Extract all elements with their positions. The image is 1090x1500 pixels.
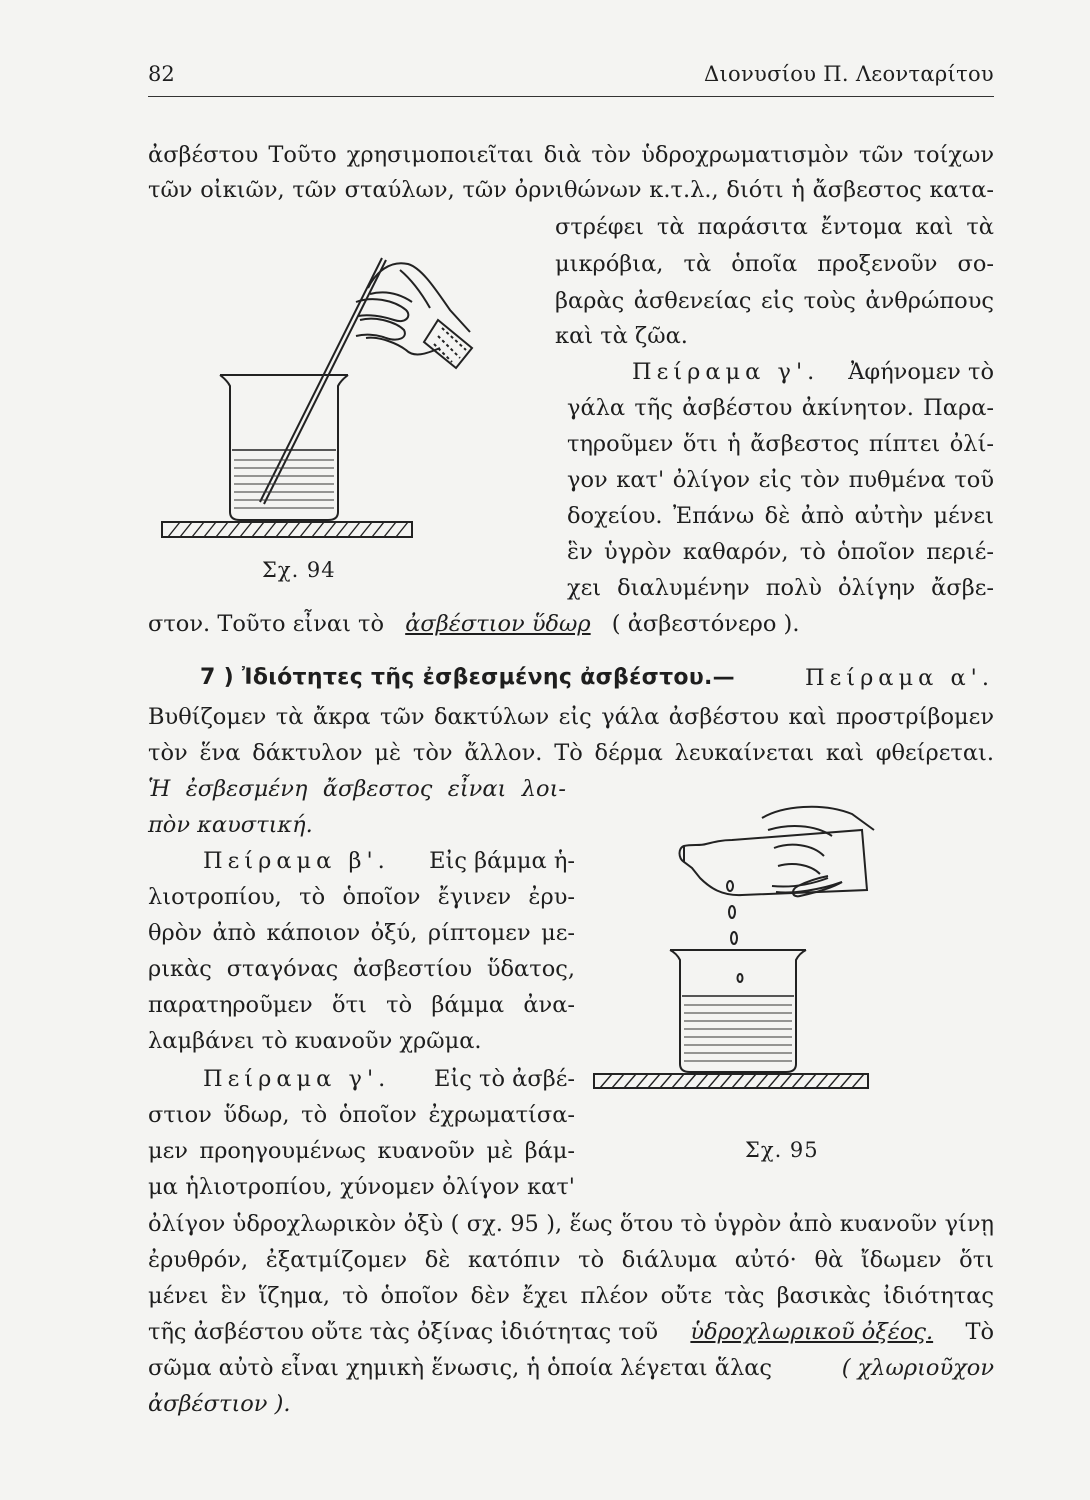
section-7-line-5: πὸν καυστική.	[148, 812, 313, 838]
figure-95-illustration	[592, 800, 872, 1100]
term-ydrochloric-acid: ὑδροχλωρικοῦ ὀξέος.	[690, 1319, 934, 1345]
peirama-g2-line-8-b: Τὸ	[965, 1319, 994, 1345]
page-number: 82	[148, 62, 175, 86]
peirama-g2-line-8	[148, 1317, 994, 1347]
peirama-g1-line-2: γάλα τῆς ἀσβέστου ἀκίνητον. Παρα-	[567, 395, 994, 421]
peirama-b-line-5: παρατηροῦμεν ὅτι τὸ βάμμα ἀνα-	[148, 992, 575, 1018]
peirama-g1-line-6: ἓν ὑγρὸν καθαρόν, τὸ ὁποῖον περιέ-	[567, 539, 994, 565]
peirama-b-line-1	[203, 846, 575, 876]
peirama-g2-line-4: μα ἡλιοτροπίου, χύνομεν ὀλίγον κατ'	[148, 1174, 575, 1200]
running-head: Διονυσίου Π. Λεονταρίτου	[704, 62, 994, 86]
peirama-g2-line-1-text: Εἰς τὸ ἀσβέ-	[434, 1066, 575, 1092]
peirama-g1-line-1-text: Ἀφήνομεν τὸ	[848, 359, 994, 385]
section-7-line-2: Βυθίζομεν τὰ ἄκρα τῶν δακτύλων εἰς γάλα ἀσβέστου καὶ προστρίβομεν	[148, 704, 994, 730]
intro-line-4: μικρόβια, τὰ ὁποῖα προξενοῦν σο-	[555, 251, 994, 277]
peirama-g2-line-7: μένει ἓν ἵζημα, τὸ ὁποῖον δὲν ἔχει πλέον οὔτε τὰς βασικὰς ἰδιότητας	[148, 1283, 994, 1309]
intro-line-2: τῶν οἰκιῶν, τῶν σταύλων, τῶν ὀρνιθώνων κ.τ.λ., διότι ἡ ἄσβεστος κατα-	[148, 177, 994, 203]
section-7-heading-line	[200, 663, 994, 693]
section-7-line-4: Ἡ ἐσβεσμένη ἄσβεστος εἶναι λοι-	[148, 776, 566, 802]
figure-94-illustration	[150, 250, 425, 550]
peirama-b-line-4: ρικὰς σταγόνας ἀσβεστίου ὕδατος,	[148, 956, 575, 982]
section-7-heading: 7 ) Ἰδιότητες τῆς ἐσβεσμένης ἀσβέστου.—	[200, 665, 735, 690]
peirama-g1-line-7: χει διαλυμένην πολὺ ὀλίγην ἄσβε-	[567, 575, 994, 601]
peirama-g1-line-4: γον κατ' ὀλίγον εἰς τὸν πυθμένα τοῦ	[567, 467, 994, 493]
figure-95-caption: Σχ. 95	[745, 1138, 819, 1162]
intro-line-6: καὶ τὰ ζῶα.	[555, 323, 688, 349]
section-7-peirama-label: Πείραμα α'.	[804, 665, 994, 691]
page-header	[148, 62, 994, 97]
peirama-g1-line-8	[148, 609, 800, 639]
intro-line-5: βαρὰς ἀσθενείας εἰς τοὺς ἀνθρώπους	[555, 288, 994, 314]
peirama-g2-line-2: στιον ὕδωρ, τὸ ὁποῖον ἐχρωματίσα-	[148, 1102, 575, 1128]
peirama-b-label: Πείραμα β'.	[203, 848, 390, 874]
term-calcium-chloride: ( χλωριοῦχον	[841, 1355, 994, 1381]
peirama-g2-line-5: ὀλίγον ὑδροχλωρικὸν ὀξὺ ( σχ. 95 ), ἕως ὅτου τὸ ὑγρὸν ἀπὸ κυανοῦν γίνῃ	[148, 1211, 994, 1237]
peirama-g1-line-3: τηροῦμεν ὅτι ἡ ἄσβεστος πίπτει ὀλί-	[567, 431, 994, 457]
peirama-g2-line-1	[203, 1064, 575, 1094]
peirama-g2-line-10: ἀσβέστιον ).	[148, 1391, 291, 1417]
term-asvestion-ydor: ἀσβέστιον ὕδωρ	[405, 611, 591, 637]
peirama-g1-line-8-a: στον. Τοῦτο εἶναι τὸ	[148, 611, 385, 637]
peirama-b-line-3: θρὸν ἀπὸ κάποιον ὀξύ, ρίπτομεν με-	[148, 920, 575, 946]
peirama-g2-line-9	[148, 1353, 994, 1383]
peirama-g2-line-8-a: τῆς ἀσβέστου οὔτε τὰς ὀξίνας ἰδιότητας τοῦ	[148, 1319, 659, 1345]
figure-94-caption: Σχ. 94	[262, 558, 336, 582]
intro-line-1: ἀσβέστου Τοῦτο χρησιμοποιεῖται διὰ τὸν ὑδροχρωματισμὸν τῶν τοίχων	[148, 142, 994, 168]
peirama-g2-label: Πείραμα γ'.	[203, 1066, 391, 1092]
peirama-g1-line-8-b: ( ἀσβεστόνερο ).	[611, 611, 800, 637]
peirama-b-line-1-text: Εἰς βάμμα ἡ-	[429, 848, 575, 874]
peirama-g2-line-3: μεν προηγουμένως κυανοῦν μὲ βάμ-	[148, 1138, 575, 1164]
peirama-g1-line-1	[632, 357, 994, 387]
peirama-b-line-6: λαμβάνει τὸ κυανοῦν χρῶμα.	[148, 1028, 482, 1054]
intro-line-3: στρέφει τὰ παράσιτα ἔντομα καὶ τὰ	[555, 214, 994, 240]
section-7-line-3: τὸν ἕνα δάκτυλον μὲ τὸν ἄλλον. Τὸ δέρμα λευκαίνεται καὶ φθείρεται.	[148, 740, 994, 766]
peirama-g2-line-6: ἐρυθρόν, ἐξατμίζομεν δὲ κατόπιν τὸ διάλυμα αὐτό· θὰ ἴδωμεν ὅτι	[148, 1247, 994, 1273]
peirama-g2-line-9-a: σῶμα αὐτὸ εἶναι χημικὴ ἕνωσις, ἡ ὁποία λέγεται ἅλας	[148, 1355, 773, 1381]
peirama-g1-label: Πείραμα γ'.	[632, 359, 820, 385]
peirama-b-line-2: λιοτροπίου, τὸ ὁποῖον ἔγινεν ἐρυ-	[148, 884, 575, 910]
peirama-g1-line-5: δοχείου. Ἐπάνω δὲ ἀπὸ αὐτὴν μένει	[567, 503, 994, 529]
